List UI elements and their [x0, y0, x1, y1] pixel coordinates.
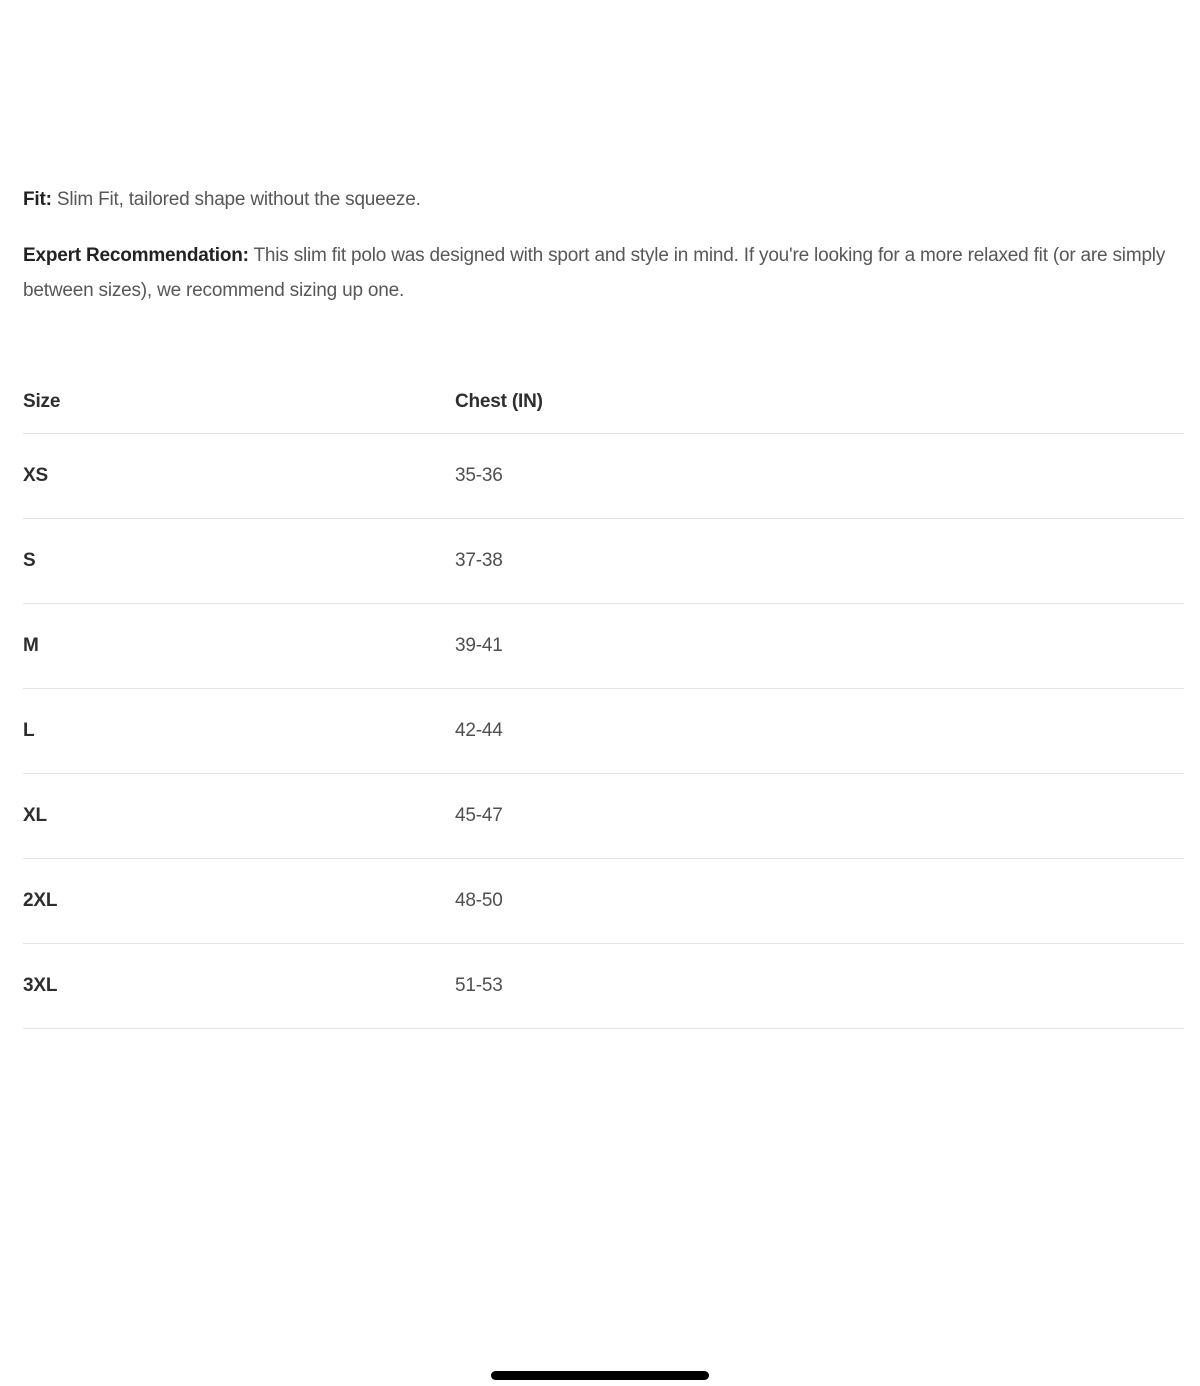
size-cell: 2XL: [23, 890, 58, 911]
chest-cell: 51-53: [455, 975, 503, 996]
fit-label: Fit:: [23, 189, 52, 210]
size-guide-page: [0, 186, 1200, 1386]
chest-cell: 35-36: [455, 465, 503, 486]
expert-recommendation-text: This slim fit polo was designed with sport and style in mind. If you're looking for a more relaxed fit (or are simply between sizes), we recommend sizing up one.: [23, 245, 1166, 301]
size-chart-table: [23, 370, 1184, 1029]
chest-cell: 42-44: [455, 720, 503, 741]
size-guide-content: [0, 186, 1200, 1029]
size-cell: 3XL: [23, 975, 58, 996]
table-row: [23, 604, 1184, 689]
size-cell: XS: [23, 465, 48, 486]
size-cell: XL: [23, 805, 47, 826]
table-row: [23, 519, 1184, 604]
column-header-size: Size: [23, 390, 61, 412]
table-row: [23, 944, 1184, 1029]
fit-text: Slim Fit, tailored shape without the squeeze.: [56, 189, 421, 210]
table-header-row: [23, 370, 1184, 434]
table-row: [23, 689, 1184, 774]
size-cell: S: [23, 550, 36, 571]
column-header-chest: Chest (IN): [455, 390, 543, 412]
home-indicator-bar: [491, 1371, 709, 1380]
chest-cell: 37-38: [455, 550, 503, 571]
chest-cell: 45-47: [455, 805, 503, 826]
table-row: [23, 859, 1184, 944]
table-row: [23, 774, 1184, 859]
fit-description: [23, 186, 1184, 214]
chest-cell: 48-50: [455, 890, 503, 911]
size-cell: M: [23, 635, 39, 656]
size-cell: L: [23, 720, 35, 741]
chest-cell: 39-41: [455, 635, 503, 656]
expert-recommendation-label: Expert Recommendation:: [23, 245, 249, 266]
table-row: [23, 434, 1184, 519]
expert-recommendation: [23, 238, 1183, 308]
